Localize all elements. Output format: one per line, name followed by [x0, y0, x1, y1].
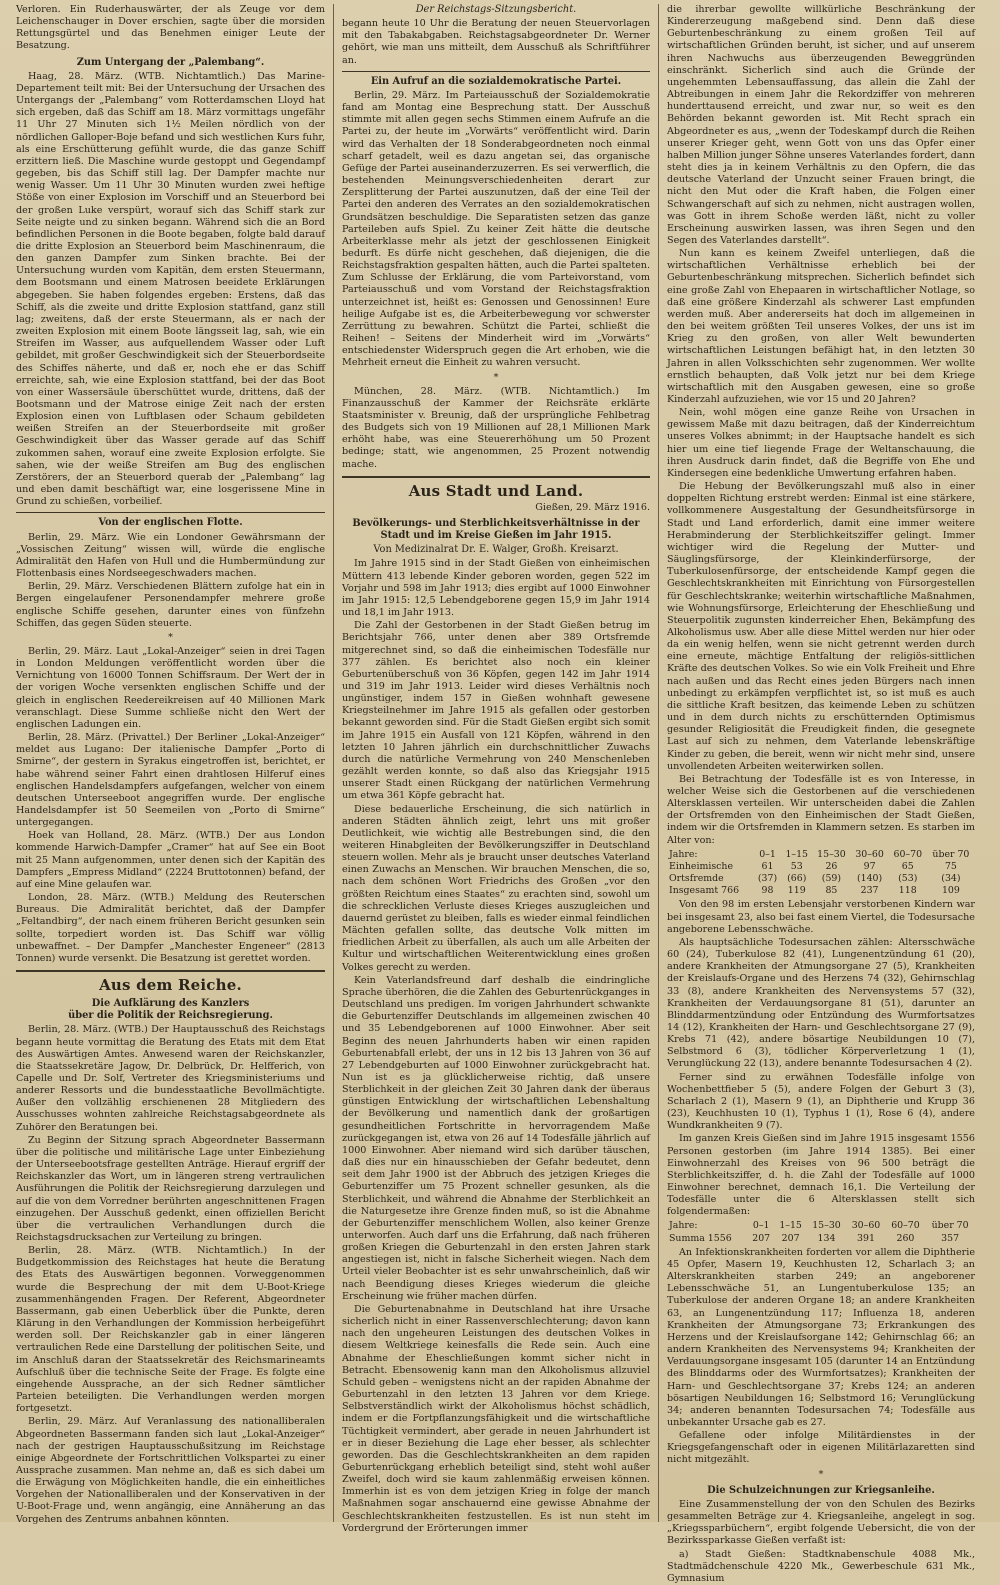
article-reich-4: Berlin, 29. März. Auf Veranlassung des nationalliberalen Abgeordneten Bassermann fanden sich laut „Lokal-Anzeiger“ nach der gestrigen Hauptausschußsitzung im Reichstage einige Abgeordnete der Fortschrittlichen Volkspartei zu einer Aussprache zusammen. Man nehme an, daß es sich dabei um die Erwägung von Möglichkeiten handle, die ein einheitliches Vorgehen der Nationalliberalen und der Konservativen in der U-Boot-Frage und, wenn angängig, eine Annäherung an das Vorgehen des Zentrums anbahnen könnten.	[16, 1416, 325, 1525]
table-header-cell: über 70	[931, 1220, 969, 1232]
table-row	[667, 885, 975, 897]
table-header-cell: 0–1	[759, 848, 776, 860]
table-cell: 134	[817, 1232, 836, 1244]
table-header-cell: 30–60	[851, 1220, 881, 1232]
table-cell: Summa 1556	[669, 1232, 732, 1244]
column-3	[658, 4, 983, 1584]
age-table-stadt	[667, 849, 975, 898]
table-header-row	[667, 1220, 975, 1232]
article-bev-2: Die Zahl der Gestorbenen in der Stadt Gießen betrug im Berichtsjahr 766, unter denen aber 389 Ortsfremde mitgerechnet sind, so daß die einheimischen Todesfälle nur 377 zählen. Es berichtet also noch ein kleiner Geburtenüberschuß von 36 Köpfen, gegen 142 im Jahr 1914 und 319 im Jahr 1913. Leider wird dieses Verhältnis noch ungünstiger, indem 157 in Gießen wohnhaft gewesene Kriegsteilnehmer im Jahre 1915 als gefallen oder gestorben bekannt geworden sind. Für die Stadt Gießen ergibt sich somit im Jahre 1915 ein Ausfall von 121 Köpfen, während in den letzten 10 Jahren jährlich ein durchschnittlicher Zuwachs durch die natürliche Vermehrung von 240 Menschenleben gezählt werden konnte, so daß also das Kriegsjahr 1915 unserer Stadt einen Rückgang der natürlichen Vermehrung um etwa 361 Köpfe gebracht hat.	[342, 620, 650, 802]
article-bev-7: Nun kann es keinem Zweifel unterliegen, daß die wirtschaftlichen Verhältnisse erheblich bei der Geburtenbeschränkung mitsprechen. Sicherlich befindet sich eine große Zahl von Ehepaaren in wirtschaftlicher Notlage, so daß eine größere Kinderzahl als schwerer Last empfunden werden muß. Aber andererseits hat doch im allgemeinen in den bei weitem größten Teil unseres Volkes, der uns ist im Krieg zu den großen, von aller Welt bewunderten wirtschaftlichen Leistungen befähigt hat, in den letzten 30 Jahren in allen Volksschichten sehr zugenommen. Wer wollte ernstlich behaupten, daß Volk jetzt nur bei dem Kriege wirtschaftlich mit den Ausgaben gewesen, eine so große Kinderzahl aufzuziehen, wie vor 15 und 20 Jahren?	[667, 248, 975, 405]
table-header-cell: Jahre:	[669, 1220, 698, 1232]
table-cell: 61	[761, 860, 774, 872]
asterisk-separator: *	[493, 371, 499, 383]
article-bev-10: Bei Betrachtung der Todesfälle ist es von Interesse, in welcher Weise sich die Gestorbenen auf die verschiedenen Altersklassen verteilen. Wir unterscheiden dabei die Zahlen der Ortsfremden von den Einheimischen der Stadt Gießen, indem wir die Ortsfremden in Klammern setzen. Es starben im Alter von:	[667, 773, 975, 846]
table-cell: 237	[860, 885, 879, 897]
article-bev-14: Im ganzen Kreis Gießen sind im Jahre 1915 insgesamt 1556 Personen gestorben (im Jahre 1914 1385). Bei einer Einwohnerzahl des Kreises von 96 500 beträgt die Sterblichkeitsziffer, d. h. die Zahl der Todesfälle auf 1000 Einwohner berechnet, demnach 16,1. Die Verteilung der Todesfälle unter die 6 Altersklassen stellt sich folgendermaßen:	[667, 1133, 975, 1218]
divider	[342, 71, 650, 72]
table-cell: 391	[857, 1232, 875, 1244]
table-cell: 109	[941, 885, 960, 897]
article-anleihe-1: Eine Zusammenstellung der von den Schulen des Bezirks gesammelten Beträge zur 4. Kriegsanleihe, angelegt in sog. „Kriegssparbüchern“, ergibt folgende Uebersicht, die von der Bezirkssparkasse Gießen verfaßt ist:	[667, 1498, 975, 1547]
table-header-cell: Jahre:	[669, 848, 698, 860]
table-cell: 260	[896, 1232, 915, 1244]
table-cell: Ortsfremde	[669, 873, 724, 885]
article-tabak: begann heute 10 Uhr die Beratung der neuen Steuervorlagen mit den Tabakabgaben. Reichstagsabgeordneter Dr. Werner gehört, wie man uns mitteilt, dem Ausschuß als Schriftführer an.	[342, 18, 650, 66]
table-header-cell: 60–70	[891, 1220, 920, 1232]
article-bev-16: Gefallene oder infolge Militärdienstes in der Kriegsgefangenschaft oder in eigenen Militärlazaretten sind nicht mitgezählt.	[667, 1430, 975, 1466]
table-row	[667, 1233, 975, 1245]
table-header-cell: 30–60	[855, 848, 884, 860]
article-anleihe-2: a) Stadt Gießen: Stadtknabenschule 4088 Mk., Stadtmädchenschule 4220 Mk., Gewerbeschule 631 Mk., Gymnasium	[667, 1548, 975, 1584]
table-header-cell: 1–15	[779, 1220, 802, 1232]
table-cell: 75	[944, 860, 957, 872]
column-2	[333, 4, 658, 1534]
article-bev-9: Die Hebung der Bevölkerungszahl muß also in einer doppelten Richtung erstrebt werden: Einmal ist eine stärkere, vollkommenere Ausgestaltung der Gesundheitsfürsorge in Stadt und Land erforderlich, damit eine immer weitere Herabminderung der Sterblichkeitsziffer gelingt. Immer wichtiger wird die Regelung der Mutter- und Säuglingsfürsorge, der Kleinkinderfürsorge, der Tuberkulosenfürsorge, der entscheidende Kampf gegen die Geschlechtskrankheiten mit Einrichtung von Fürsorgestellen für Geschlechtskranke; weiterhin wirtschaftliche Maßnahmen, wie Wohnungsfürsorge, Erleichterung der Eheschließung und Steuerpolitik zugunsten kinderreicher Ehen, Bekämpfung des Alkoholismus usw. Aber alle diese Mittel werden nur hier oder da ein wenig helfen, wenn sie nicht getrennt werden durch eine erneute, mächtige Entfaltung der religiös-sittlichen Kräfte des deutschen Volkes. So wie ein Volk Freiheit und Ehre nach außen und das Recht eines jeden Bürgers nach innen unbedingt zu erkämpfen verpflichtet ist, so ist muß es auch die sittliche Kraft besitzen, das keimende Leben zu schützen und in dem durch nichts zu erschütternden Optimismus gesunder Religiosität die Freudigkeit finden, die gesegnete Last auf sich zu nehmen, dem Vaterlande lebenskräftige Kinder zu geben, die bereit, wenn wir nicht mehr sind, unsere unvollendeten Arbeiten weiterwirken sollen.	[667, 481, 975, 772]
table-cell: 53	[790, 860, 803, 872]
table-cell: (37)	[757, 873, 778, 885]
headline-english-fleet: Von der englischen Flotte.	[98, 517, 243, 529]
table-cell: (53)	[898, 873, 918, 885]
table-cell: (34)	[941, 873, 961, 885]
table-header-cell: 0–1	[752, 1220, 770, 1232]
headline-bevoelkerung-sub: Stadt und im Kreise Gießen im Jahr 1915.	[380, 530, 612, 542]
table-cell: (140)	[856, 873, 883, 885]
divider	[16, 512, 325, 513]
table-row	[667, 861, 975, 873]
table-cell: 65	[901, 860, 914, 872]
article-fleet-4: Berlin, 28. März. (Privattel.) Der Berliner „Lokal-Anzeiger“ meldet aus Lugano: Der italienische Dampfer „Porto di Smirne“, der gestern in Syrakus eingetroffen ist, berichtet, er habe während seiner Fahrt einen drahtlosen Hilferuf eines englischen Handelsdampfers aufgefangen, welcher von einem deutschen Unterseeboot angegriffen wurde. Der englische Handelsdampfer ist 50 Seemeilen von „Porto di Smirne“ untergegangen.	[16, 732, 325, 829]
article-bev-15: An Infektionskrankheiten forderten vor allem die Diphtherie 45 Opfer, Masern 19, Keuchhusten 12, Scharlach 3; an Alterskrankheiten starben 249; an angeborener Lebensschwäche 51, an Lungentuberkulose 135; an Tuberkulose der anderen Organe 18; an andere Krankheiten 63, an Lungenentzündung 117; Influenza 18, anderen Krankheiten der Atmungsorgane 73; Erkrankungen des Herzens und der Kreislaufsorgane 142; Gehirnschlag 66; an andern Krankheiten des Nervensystems 94; Krankheiten der Verdauungsorgane insgesamt 105 (darunter 14 an Entzündung des Blinddarms oder des Wurmfortsatzes); Krankheiten der Harn- und Geschlechtsorgane 37; Krebs 124; an anderen bösartigen Neubildungen 16; Selbstmord 16; Verunglückung 34; anderen benannten Todesursachen 74; Todesfälle aus unbekannter Ursache gab es 27.	[667, 1246, 975, 1428]
table-cell: 118	[898, 885, 917, 897]
article-reich-2: Zu Beginn der Sitzung sprach Abgeordneter Bassermann über die politische und militärische Lage unter Einbeziehung der Unterseebootsfrage gestellten Anträge. Hierauf ergriff der Reichskanzler das Wort, um in längeren streng vertraulichen Ausführungen die Politik der Reichsregierung darzulegen und auf die von dem Vorredner berührten angeschnittenen Fragen einzugehen. Der Ausschuß gedenkt, einen offiziellen Bericht über die vertraulichen Verhandlungen durch die Reichstagsdrucksachen zur Verteilung zu bringen.	[16, 1134, 325, 1243]
article-muenchen: München, 28. März. (WTB. Nichtamtlich.) Im Finanzausschuß der Kammer der Reichsräte erklärte Staatsminister v. Breunig, daß der ursprüngliche Fehlbetrag des Budgets sich von 19 Millionen auf 28,1 Millionen Mark erhöht habe, was eine Steuererhöhung um 50 Prozent bedinge; statt, wie angenommen, 25 Prozent notwendig mache.	[342, 385, 650, 470]
table-header-row	[667, 849, 975, 861]
article-fleet-6: London, 28. März. (WTB.) Meldung des Reuterschen Bureaus. Die Admiralität berichtet, daß der Dampfer „Feltandbirg“, der nach einem früheren Bericht gesunken sein sollte, torpediert worden ist. Das Schiff war völlig unbewaffnet. – Der Dampfer „Manchester Engeneer“ (2813 Tonnen) wurde versenkt. Die Besatzung ist gerettet worden.	[16, 892, 325, 964]
article-bev-5: Die Geburtenabnahme in Deutschland hat ihre Ursache sicherlich nicht in einer Rassenverschlechterung; davon kann nach den ungeheuren Leistungen des deutschen Volkes in diesem Weltkriege keinesfalls die Rede sein. Auch eine Abnahme der Eheschließungen kommt sicher nicht in Betracht. Ebensowenig kann man den Alkoholismus allzuviel Schuld geben – wenigstens nicht an der rapiden Abnahme der Geburtenzahl in den letzten 13 Jahren vor dem Kriege. Selbstverständlich wirkt der Alkoholismus höchst schädlich, indem er die Fortpflanzungsfähigkeit und die wirtschaftliche Tüchtigkeit vermindert, aber gerade in neuen Jahrhundert ist er in dieser Beziehung die Lage eher besser, als schlechter geworden. Das die Geschlechtskrankheiten an dem rapiden Geburtenrückgang erheblich beteiligt sind, steht wohl außer Zweifel, doch wird sie kaum zahlenmäßig erweisen können. Immerhin ist es von dem jetzigen Krieg in folge der manch Maßnahmen sogar anschauernd eine gewisse Abnahme der Geschlechtskrankheiten festzustellen. Es ist nun steht im Vordergrund der Erörterungen immer	[342, 1303, 650, 1534]
table-cell: 98	[761, 885, 774, 897]
age-table-kreis	[667, 1220, 975, 1244]
article-fleet-2: Berlin, 29. März. Verschiedenen Blättern zufolge hat ein in Bergen eingelaufener Personendampfer mehrere große englische Schiffe gesehen, darunter eines von fünfzehn Schiffen, das gegen Süden steuerte.	[16, 581, 325, 629]
headline-kanzler: Die Aufklärung des Kanzlers	[91, 998, 250, 1010]
headline-kanzler-sub: über die Politik der Reichsregierung.	[68, 1010, 273, 1022]
article-reich-1: Berlin, 28. März. (WTB.) Der Hauptausschuß des Reichstags begann heute vormittag die Beratung des Etats mit dem Etat des Auswärtigen Amtes. Anwesend waren der Reichskanzler, die Staatssekretäre Jagow, Dr. Delbrück, Dr. Helfferich, von Capelle und Dr. Solf, Vertreter des Kriegsministeriums und anderer Ressorts und die bundesstaatliche Bevollmächtigte. Außer den vollzählig erschienenen 28 Mitgliedern des Ausschusses wohnten zahlreiche Reichstagsabgeordnete als Zuhörer den Beratungen bei.	[16, 1024, 325, 1133]
divider	[342, 476, 650, 478]
section-title-stadt-land: Aus Stadt und Land.	[408, 481, 584, 500]
table-cell: 357	[941, 1232, 960, 1244]
article-bev-1: Im Jahre 1915 sind in der Stadt Gießen von einheimischen Müttern 413 lebende Kinder geboren worden, gegen 522 im Vorjahr und 598 im Jahr 1913; dies ergibt auf 1000 Einwohner im Jahr 1915: 12,5 Lebendgeborene gegen 15,9 im Jahr 1914 und 18,1 im Jahr 1913.	[342, 558, 650, 619]
headline-bevoelkerung: Bevölkerungs- und Sterblichkeitsverhältnisse in der	[352, 517, 640, 529]
article-reich-3: Berlin, 28. März. (WTB. Nichtamtlich.) In der Budgetkommission des Reichstages hat heute die Beratung des Etats des Auswärtigen begonnen. Vorweggenommen wurde die Besprechung der mit dem U-Boot-Kriege zusammenhängenden Fragen. Der Referent, Abgeordneter Bassermann, gab einen Ueberblick über die Punkte, deren Klärung in den Verhandlungen der Kommission herbeigeführt werden soll. Der Reichskanzler gab in einer längeren vertraulichen Rede eine Darstellung der politischen Seite, und im Anschluß daran der Staatssekretär des Reichsmarineamts Aufschluß über die technische Seite der Frage. Es folgte eine eingehende Aussprache, an der sich Redner sämtlicher Parteien beteiligten. Die Verhandlungen werden morgen fortgesetzt.	[16, 1245, 325, 1415]
article-bev-8: Nein, wohl mögen eine ganze Reihe von Ursachen in gewissem Maße mit dazu beitragen, daß der Kinderreichtum unseres Volkes abnimmt; in der Hauptsache handelt es sich hier um eine tief liegende Frage der Weltanschauung, die ihren Ausdruck darin findet, daß die Begriffe von Ehe und Kindersegen eine bedenkliche Umwertung erfahren haben.	[667, 407, 975, 479]
columns	[8, 4, 992, 1584]
table-cell: 207	[752, 1232, 771, 1244]
table-cell: Insgesamt 766	[669, 885, 740, 897]
column-1	[8, 4, 333, 1525]
article-intro: Verloren. Ein Ruderhauswärter, der als Zeuge vor dem Leichenschauger in Dover erschien, sagte über die morsiden Rettungsgürtel und das Benehmen einiger Leute der Besatzung.	[16, 4, 325, 52]
headline-kriegsanleihe: Die Schulzeichnungen zur Kriegsanleihe.	[707, 1484, 935, 1496]
section-title-reich: Aus dem Reiche.	[99, 976, 242, 995]
article-fleet-1: Berlin, 29. März. Wie ein Londoner Gewährsmann der „Vossischen Zeitung“ wissen will, würde die englische Admiralität den Hafen von Hull und die Humbermündung zur Flottenbasis eines Nordseegeschwaders machen.	[16, 531, 325, 580]
asterisk-separator: *	[168, 631, 173, 643]
running-header: Der Reichstags-Sitzungsbericht.	[415, 4, 577, 15]
article-bev-12: Als hauptsächliche Todesursachen zählen: Altersschwäche 60 (24), Tuberkulose 82 (41), Lungenentzündung 61 (20), andere Krankheiten der Atmungsorgane 27 (5), Krankheiten der Kreislaufs-Organe und des Herzens 74 (32), Gehirnschlag 33 (8), andere Krankheiten des Nervensystems 57 (32), Krankheiten der Verdauungsorgane 81 (51), darunter an Blinddarmentzündung oder Entzündung des Wurmfortsatzes 14 (12), Krankheiten der Harn- und Geschlechtsorgane 27 (9), Krebs 71 (42), andere bösartige Neubildungen 10 (7), Selbstmord 6 (3), tödlicher Körperverletzung 1 (1), Verunglückung 22 (13), andere benannte Todesursachen 4 (2).	[667, 936, 975, 1070]
table-cell: 119	[787, 885, 806, 897]
article-bev-6: die ihrerbar gewollte willkürliche Beschränkung der Kindererzeugung maßgebend sind. Denn daß diese Geburtenbeschränkung zu einem großen Teil auf wirtschaftlichen Gründen beruht, ist sicher, und auf unserem ihren Nachwuchs aus überzeugenden Beweggründen einschränkt. Sicherlich sind auch die Gründe der ungehemmten Lebensauffassung, das allein die Zahl der Abtreibungen in einem Jahr die Rekordziffer von mehreren hunderttausend erreicht, und zwar nur, so weit es den Behörden bekannt geworden ist. Mit Recht sprach ein Abgeordneter es aus, „wenn der Todeskampf durch die Reihen unserer Krieger geht, wenn Gott von uns das Opfer einer halben Million junger Söhne unseres Vaterlandes fordert, dann steht dies ja in keinem Verhältnis zu den Opfern, die das deutsche Vaterland der Unzucht seiner Frauen bringt, die nicht den Mut oder die Kraft haben, die Folgen einer Schwangerschaft auf sich zu nehmen, nicht austragen wollen, was Gott in ihrem Schoße werden läßt, nicht zu voller Erscheinung auswirken lassen, was ihren Segen und den Segen des Vaterlandes darstellt“.	[667, 4, 975, 246]
table-cell: 207	[781, 1232, 800, 1244]
article-fleet-5: Hoek van Holland, 28. März. (WTB.) Der aus London kommende Harwich-Dampfer „Cramer“ hat auf See ein Boot mit 25 Mann aufgenommen, unter denen sich der Kapitän des Dampfers „Empress Midland“ (2224 Bruttotonnen) befand, der auf eine Mine gelaufen war.	[16, 830, 325, 890]
table-cell: Einheimische	[669, 860, 733, 872]
table-cell: 97	[863, 860, 876, 872]
table-cell: 26	[825, 860, 838, 872]
table-cell: 85	[825, 885, 838, 897]
byline: Von Medizinalrat Dr. E. Walger, Großh. Kreisarzt.	[373, 544, 619, 556]
article-bev-13: Ferner sind zu erwähnen Todesfälle infolge von Wochenbettfieber 5 (5), andere Folgen der Geburt 3 (3), Scharlach 2 (1), Masern 9 (1), an Diphtherie und Krupp 36 (23), Keuchhusten 10 (1), Typhus 1 (1), Rose 6 (4), andere Wundkrankheiten 9 (7).	[667, 1071, 975, 1132]
table-cell: (59)	[821, 873, 842, 885]
article-bev-3: Diese bedauerliche Erscheinung, die sich natürlich in anderen Städten ähnlich zeigt, lehrt uns mit großer Deutlichkeit, wie wichtig alle Bestrebungen sind, die den weiteren Hinabgleiten der Bevölkerungsziffer in Deutschland steuern wollen. Mehr als je braucht unser deutsches Vaterland einen Zuwachs an Menschen. Wir brauchen Menschen, die so, nach dem schönen Wort Friedrichs des Großen „vor den größten Reichtum eines Staates“ zu erachten sind, sowohl um die schrecklichen Verluste dieses Krieges auszugleichen und dauernd gerüstet zu bleiben, falls es wieder einmal feindlichen Mächten gefallen sollte, das deutsche Volk mitten im friedlichen Arbeit zu überfallen, als auch um alle Arbeiten der Kultur und wirtschaftlichen Weiterentwicklung eines großen Volkes gerecht zu werden.	[342, 803, 650, 973]
table-header-cell: 1–15	[785, 848, 809, 860]
dateline: Gießen, 29. März 1916.	[535, 501, 650, 513]
divider	[16, 970, 325, 972]
article-bev-4: Kein Vaterlandsfreund darf deshalb die eindringliche Sprache überhören, die die Zahlen des Geburtenrückganges in Deutschland uns predigen. Im vorigen Jahrhundert schwankte die Geburtenziffer Deutschlands im allgemeinen zwischen 40 und 35 Lebendgeborenen auf 1000 Einwohner. Aber seit Beginn des neuen Jahrhunderts haben wir einen rapiden Geburtenabfall erlebt, der uns in 12 bis 13 Jahren von 36 auf 27 Lebendgeburten auf 1000 Einwohner zurückgebracht hat. Nun ist es ja glücklicherweise richtig, daß unsere Sterblichkeit in der gleichen Zeit 30 Jahren dank der überaus günstigen Entwicklung der wirtschaftlichen Lebenshaltung der Bevölkerung und namentlich dank der großartigen gesundheitlichen Fortschritte in hervorragendem Maße zurückgegangen ist, etwa von 26 auf 14 Todesfälle jährlich auf 1000 Einwohner. Aber niemand wird sich darüber täuschen, daß dies nur ein hinausschieben der Gefahr bedeutet, denn seit dem Jahr 1900 ist der Abbruch des jetzigen Krieges die Geburtenziffer um 75 Prozent schneller gesunken, als die Sterblichkeit, und während die Abnahme der Sterblichkeit an die Naturgesetze ihre Grenze finden muß, so ist die Abnahme der Geburtenziffer menschlichem Wollen, also keiner Grenze unterworfen. Auch darf uns die Erfahrung, daß nach früheren großen Kriegen die Geburtenzahl in den ersten Jahren stark angestiegen ist, nicht in falsche Sicherheit wiegen. Nach dem Urteil vieler Beobachter ist es sehr unwahrscheinlich, daß wir nach Beendigung dieses Krieges wiederum die gleiche Erscheinung wie früher machen dürfen.	[342, 974, 650, 1302]
article-bev-11: Von den 98 im ersten Lebensjahr verstorbenen Kindern war bei insgesamt 23, also bei fast einem Viertel, die Todesursache angeborene Lebensschwäche.	[667, 899, 975, 935]
headline-palembang: Zum Untergang der „Palembang“.	[76, 56, 265, 68]
asterisk-separator: *	[818, 1468, 824, 1480]
table-header-cell: über 70	[932, 848, 970, 860]
article-fleet-3: Berlin, 29. März. Laut „Lokal-Anzeiger“ seien in drei Tagen in London Meldungen veröffentlicht worden über die Vernichtung von 16000 Tonnen Schiffsraum. Der Wert der in der vorigen Woche versenkten englischen Schiffe und der gleich in englischen Reedereikreisen auf 40 Millionen Mark veranschlagt. Diese Summe schließe nicht den Wert der englischen Ladungen ein.	[16, 645, 325, 730]
headline-aufruf: Ein Aufruf an die sozialdemokratische Partei.	[370, 75, 622, 87]
table-cell: (66)	[787, 873, 807, 885]
article-palembang: Haag, 28. März. (WTB. Nichtamtlich.) Das Marine-Departement teilt mit: Bei der Untersuchung der Ursachen des Untergangs der „Palembang“ vom Rotterdamschen Lloyd hat sich ergeben, daß das Schiff am 18. März vormittags ungefähr 11 Uhr 27 Minuten sich 1½ Meilen nördlich von der nördlichen Galloper-Boje befand und sich westlichen Kurs fuhr, als eine Erschütterung gefühlt wurde, die das ganze Schiff erzittern ließ. Die Maschine wurde gestoppt und Gegendampf gegeben, bis das Schiff still lag. Der Dampfer machte nur wenig Wasser. Um 11 Uhr 30 Minuten wurden zwei heftige Stöße von einer Explosion im Vorschiff und an Steuerbord bei der großen Luke verspürt, worauf sich das Schiff stark zur Seite neigte und zu sinken begann. Während sich die an Bord befindlichen Personen in die Boote begaben, folgte bald darauf die dritte Explosion an Steuerbord beim Maschinenraum, die den ganzen Dampfer zum Sinken brachte. Bei der Untersuchung wurden vom Kapitän, dem ersten Steuermann, dem Bootsmann und einem Matrosen beeidete Erklärungen abgegeben. Sie haben folgendes ergeben: Erstens, daß das Schiff, als die zweite und dritte Explosion stattfand, ganz still lag; zweitens, daß der erste Steuermann, als er nach der zweiten Explosion mit einem Boote längsseit lag, sah, wie ein Streifen im Wasser, aus aufquellendem Wasser oder Luft gebildet, mit großer Geschwindigkeit sich der Steuerbordseite des Schiffes näherte, und daß er, noch ehe er das Schiff erreichte, sah, wie eine Explosion stattfand, bei der das Boot von einer Wassersäule überschüttet wurde, drittens, daß der Bootsmann und der Matrose einige Zeit nach der ersten Explosion einen von Luftblasen oder Schaum gebildeten weißen Streifen an der Steuerbordseite mit großer Geschwindigkeit über das Wasser gerade auf das Schiff zukommen sahen, worauf eine zweite Explosion erfolgte. Sie sahen, wie der weiße Streifen am Bug des englischen Zerstörers, der an Steuerbord querab der „Palembang“ lag und eben damit beschäftigt war, eine losgerissene Mine in Grund zu schießen, vorbeilief.	[16, 70, 325, 508]
table-row	[667, 873, 975, 885]
article-aufruf: Berlin, 29. März. Im Parteiausschuß der Sozialdemokratie fand am Montag eine Besprechung statt. Der Ausschuß stimmte mit allen gegen sechs Stimmen einem Aufrufe an die Partei zu, der heute im „Vorwärts“ veröffentlicht wird. Darin wird das Verhalten der 18 Sonderabgeordneten noch einmal scharf getadelt, weil es dazu angetan sei, das organische Gefüge der Partei auseinanderzuzerren. Es sei verwerflich, die bestehenden Meinungsverschiedenheiten derart zur Zersplitterung der Partei auszunutzen, daß der eine Teil der Partei den anderen des Verrates an den sozialdemokratischen Grundsätzen beschuldige. Die Separatisten setzen das ganze Parteileben aufs Spiel. Zu keiner Zeit hätte die deutsche Arbeiterklasse mehr als jetzt der geschlossenen Einigkeit bedurft. Es dürfe nicht geschehen, daß diejenigen, die die Reichstagsfraktion gespalten hätten, auch die Partei spalteten. Zum Schlusse der Erklärung, die vom Parteivorstand, vom Parteiausschuß und vom Vorstand der Reichstagsfraktion unterzeichnet ist, heißt es: Genossen und Genossinnen! Eure heilige Aufgabe ist es, die Arbeiterbewegung vor schwerster Zerrüttung zu bewahren. Schützt die Partei, schließt die Reihen! – Seitens der Minderheit wird im „Vorwärts“ entschiedenster Widerspruch gegen die Art erhoben, wie die Mehrheit erneut die Einheit zu wahren versucht.	[342, 89, 650, 369]
table-header-cell: 15–30	[817, 848, 846, 860]
table-header-cell: 60–70	[893, 848, 923, 860]
table-header-cell: 15–30	[812, 1220, 841, 1232]
